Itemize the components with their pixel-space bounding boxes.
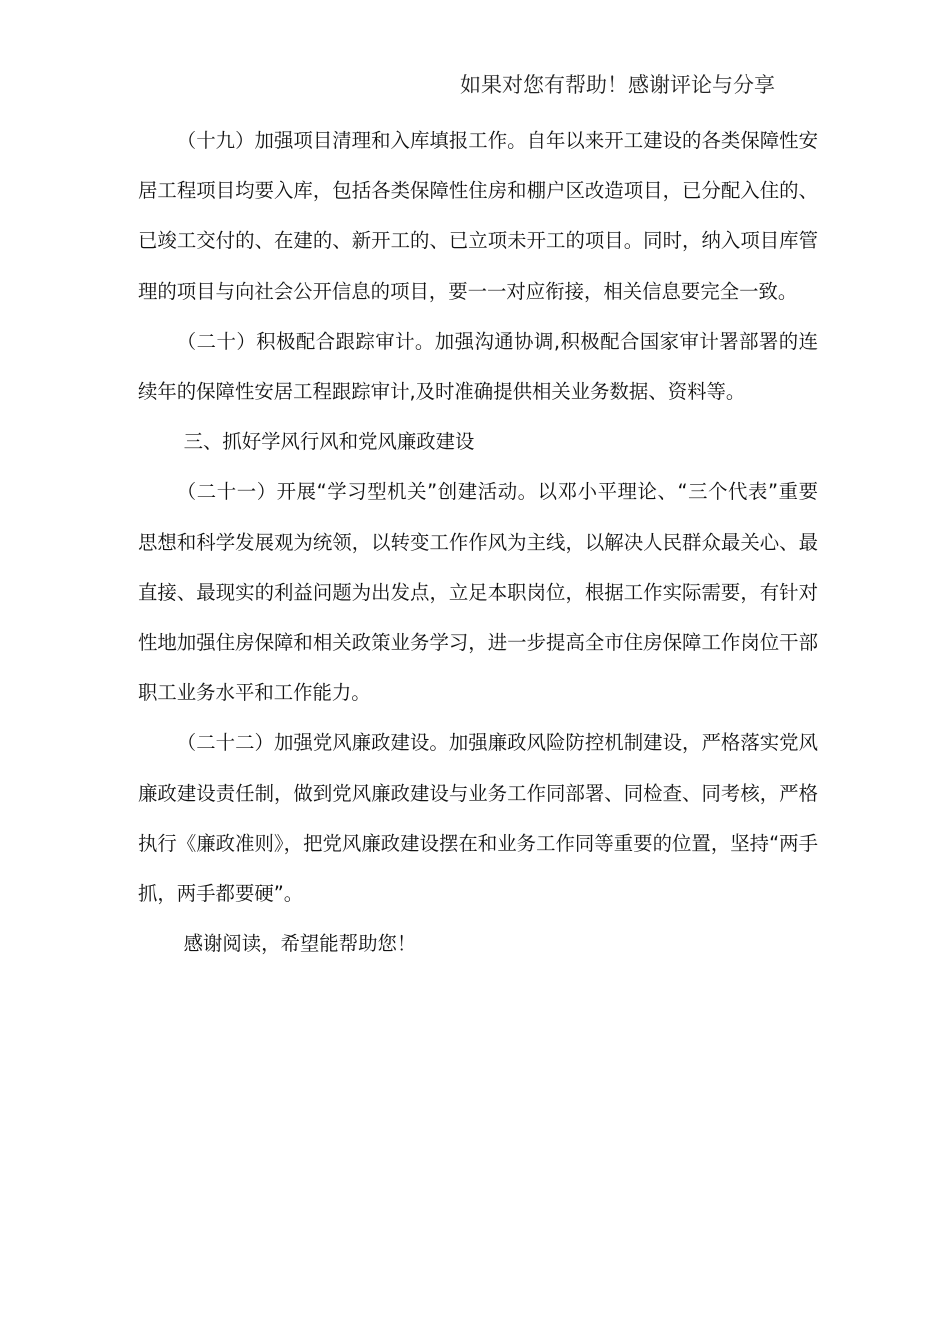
paragraph-19: （十九）加强项目清理和入库填报工作。自年以来开工建设的各类保障性安居工程项目均要入库，包括各类保障性住房和棚户区改造项目，已分配入住的、已竣工交付的、在建的、新开工的、已立项未开工的项目。同时，纳入项目库管理的项目与向社会公开信息的项目，要一一对应衔接，相关信息要完全一致。 <box>138 129 818 303</box>
section-3-heading: 三、抓好学风行风和党风廉政建设 <box>183 430 475 454</box>
paragraph-21: （二十一）开展“学习型机关”创建活动。以邓小平理论、“三个代表”重要思想和科学发展观为统领，以转变工作作风为主线，以解决人民群众最关心、最直接、最现实的利益问题为出发点，立足本职岗位，根据工作实际需要，有针对性地加强住房保障和相关政策业务学习，进一步提高全市住房保障工作岗位干部职工业务水平和工作能力。 <box>138 480 818 705</box>
header-note: 如果对您有帮助！感谢评论与分享 <box>460 73 775 97</box>
document-body <box>138 116 818 969</box>
closing-text: 感谢阅读，希望能帮助您！ <box>183 932 417 956</box>
paragraph-20: （二十）积极配合跟踪审计。加强沟通协调,积极配合国家审计署部署的连续年的保障性安居工程跟踪审计,及时准确提供相关业务数据、资料等。 <box>138 329 818 404</box>
paragraph-22: （二十二）加强党风廉政建设。加强廉政风险防控机制建设，严格落实党风廉政建设责任制，做到党风廉政建设与业务工作同部署、同检查、同考核，严格执行《廉政准则》，把党风廉政建设摆在和业务工作同等重要的位置，坚持“两手抓，两手都要硬”。 <box>138 731 818 906</box>
